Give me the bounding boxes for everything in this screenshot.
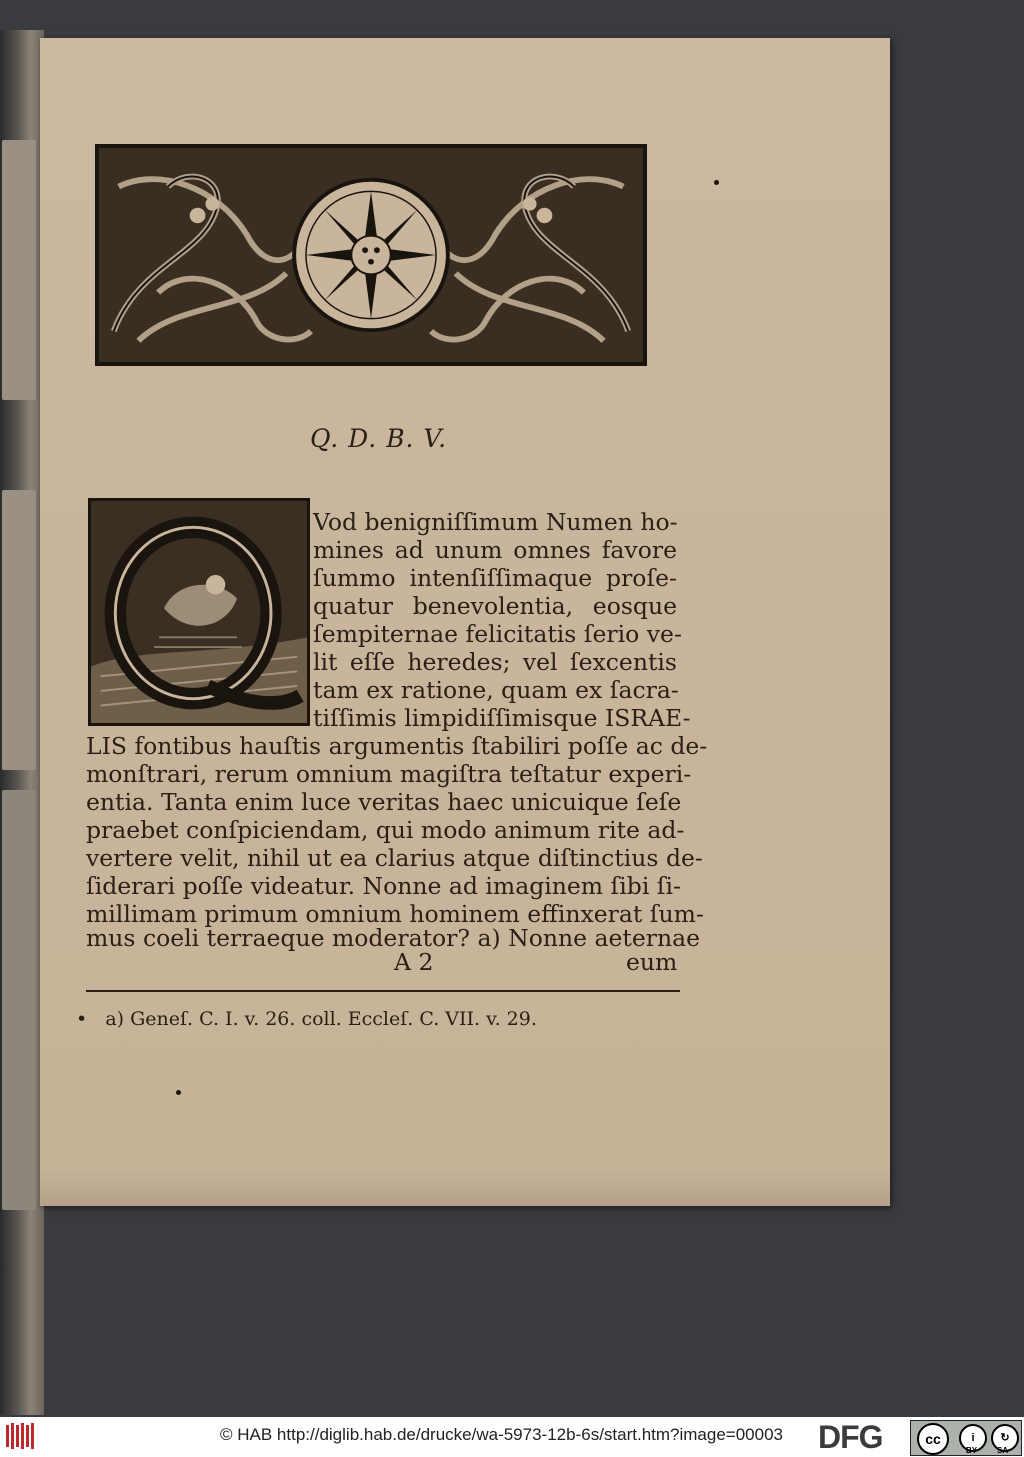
- sa-label: SA: [997, 1446, 1009, 1455]
- footnote: [76, 1008, 537, 1030]
- headpiece-ornament: [95, 144, 647, 366]
- text-line: ſiderari poſſe videatur. Nonne ad imaginem ſibi ſi-: [86, 872, 681, 900]
- text-line: tiſſimis limpidiſſimisque ISRAE-: [313, 704, 691, 732]
- cc-icon: cc: [917, 1423, 949, 1455]
- text-line: Vod benigniſſimum Numen ho-: [313, 508, 678, 536]
- dfg-logo[interactable]: DFG: [818, 1419, 883, 1455]
- text-line: lit eſſe heredes; vel ſexcentis: [313, 648, 677, 676]
- decorated-initial-graphic: [91, 501, 307, 723]
- book-page: [40, 38, 890, 1206]
- text-line: monſtrari, rerum omnium magiſtra teſtatur experi-: [86, 760, 692, 788]
- by-icon: i: [959, 1424, 987, 1452]
- text-line: millimam primum omnium hominem effinxerat ſum-: [86, 900, 704, 928]
- footnote-bullet: •: [76, 1008, 106, 1030]
- text-line: praebet conſpiciendam, qui modo animum rite ad-: [86, 816, 685, 844]
- page-shading: [40, 1166, 890, 1206]
- previous-page-strip: [2, 490, 36, 770]
- catchword: eum: [626, 948, 678, 976]
- text-line: ſummo intenſiſſimaque proſe-: [313, 564, 677, 592]
- hab-logo-icon[interactable]: [4, 1421, 36, 1451]
- text-line: mines ad unum omnes favore: [313, 536, 677, 564]
- license-badge[interactable]: [910, 1420, 1022, 1456]
- previous-page-strip: [2, 790, 36, 1210]
- page-heading: Q. D. B. V.: [310, 424, 448, 453]
- footnote-rule: [86, 990, 680, 992]
- decorated-initial-q: [88, 498, 310, 726]
- previous-page-strip: [2, 140, 36, 400]
- previous-page-edge: [0, 30, 44, 1415]
- text-line: vertere velit, nihil ut ea clarius atque diſtinctius de-: [86, 844, 703, 872]
- headpiece-ornament-graphic: [99, 148, 643, 362]
- viewer-footer: [0, 1417, 1024, 1457]
- text-line: quatur benevolentia, eosque: [313, 592, 677, 620]
- ink-speck: [714, 180, 719, 185]
- footnote-text: a) Geneſ. C. I. v. 26. coll. Eccleſ. C. VII. v. 29.: [105, 1008, 537, 1030]
- text-line: entia. Tanta enim luce veritas haec unicuique ſeſe: [86, 788, 682, 816]
- signature-mark: A 2: [394, 948, 434, 976]
- text-line: LIS fontibus hauſtis argumentis ſtabiliri poſſe ac de-: [86, 732, 708, 760]
- text-line: tam ex ratione, quam ex ſacra-: [313, 676, 679, 704]
- sa-icon: ↻: [991, 1424, 1019, 1452]
- by-label: BY: [966, 1446, 978, 1455]
- source-credit-link[interactable]: © HAB http://diglib.hab.de/drucke/wa-5973-12b-6s/start.htm?image=00003: [220, 1425, 783, 1444]
- text-line: mus coeli terraeque moderator? a) Nonne aeternae: [86, 924, 701, 952]
- ink-speck: [176, 1090, 181, 1095]
- text-line: ſempiternae felicitatis ſerio ve-: [313, 620, 682, 648]
